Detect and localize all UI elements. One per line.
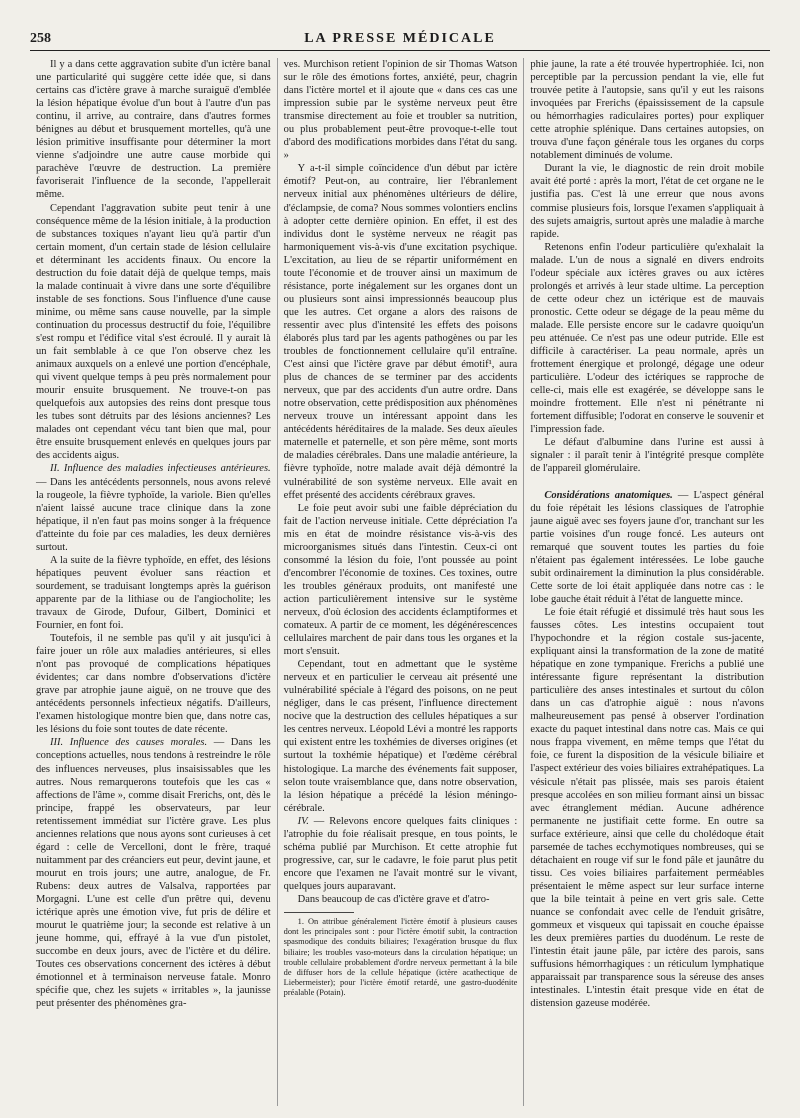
- paragraph: [530, 436, 764, 475]
- paragraph: [284, 815, 518, 893]
- section-heading: III. Influence des causes morales.: [50, 737, 208, 749]
- paragraph-text: — Relevons encore quelques faits cliniques : l'atrophie du foie réalisait presque, en tous points, le schéma publié par Murchison. Et cette atrophie fut progressive, car, sur le cadavre, le foie parut plus petit encore que l'examen ne l'avait montré sur le vivant, quelques jours auparavant.: [283, 815, 518, 892]
- paragraph: [36, 462, 271, 553]
- paragraph: [530, 606, 764, 1010]
- paragraph-text: Le défaut d'albumine dans l'urine est aussi à signaler : il paraît tenir à l'intégrité presque complète de l'appareil glomérulaire.: [530, 437, 764, 475]
- journal-title: LA PRESSE MÉDICALE: [304, 31, 496, 46]
- page-header: [30, 28, 770, 50]
- paragraph: [36, 202, 271, 463]
- paragraph-text: Durant la vie, le diagnostic de rein droit mobile avait été porté : après la mort, l'état de cet organe ne le justifia pas. C'est là une erreur que nous avons commise plusieurs fois, lorsque l'examen s'appliquait à des sujets amaigris, surtout après une maladie à marche rapide.: [530, 163, 764, 240]
- paragraph: [284, 58, 518, 162]
- paragraph-text: — Dans les antécédents personnels, nous avons relevé la rougeole, la fièvre typhoïde, la variole. Bien qu'elles n'aient laissé aucune trace clinique dans la zone hépatique, il n'en faut pas moins songer à la fréquence d'atteinte du foie par ces maladies, les deux dernières surtout.: [36, 476, 271, 553]
- column-right: [523, 58, 770, 1106]
- column-middle: [277, 58, 524, 1106]
- paragraph: [36, 736, 271, 1010]
- footnote-rule: [284, 912, 354, 913]
- paragraph-text: — L'aspect général du foie répétait les lésions classiques de l'atrophie jaune aiguë avec ses foyers jaune d'or, tranchant sur les partie voisines d'un rouge foncé. Les auteurs ont remarqué que souvent toutes les parties du foie n'étaient pas également intéressées. Le lobe gauche subit ordinairement la diminution la plus considérable. Cette sorte de loi était appliquée dans notre cas : le lobe gauche était réduit à l'état de languette mince.: [530, 489, 764, 605]
- paragraph-text: Retenons enfin l'odeur particulière qu'exhalait la malade. L'un de nous a signalé en divers endroits l'odeur spéciale aux ictères graves ou aux ictères prolongés et arrivés à leur stade ultime. La perception de cette odeur chez un ictérique est de mauvais pronostic. Cette odeur se dégage de la peau même du malade. Elle persiste encore sur le cadavre quoiqu'un peu atténuée. Ce n'est pas une odeur putride. Elle est difficile à caractériser. La peau normale, après un frottement énergique et prolongé, dégage une odeur particulière. L'odeur des ictériques se rapproche de celle-ci, mais elle est exagérée, se développe sans le moindre frottement. Elle n'est ni pénétrante ni fortement diffusible; l'odorat en conserve le souvenir et l'impression fade.: [530, 241, 764, 436]
- paragraph: [36, 554, 271, 632]
- paragraph-text: Y a-t-il simple coïncidence d'un début par ictère émotif? Peut-on, au contraire, lier l'ébranlement nerveux initial aux phénomènes ultérieurs de délire, d'éclampsie, de coma? Nous sommes volontiers enclins à adopter cette dernière opinion. En effet, il est des individus dont le système nerveux ne réagit pas harmoniquement vis-à-vis d'une excitation psychique. L'excitation, au lieu de se répartir uniformément en toute l'économie et de trouver ainsi un maximum de résistance, porte inégalement sur les organes dont un ou plusieurs sont ainsi impressionnés beaucoup plus que les autres. Cet organe a alors des raisons de ressentir avec plus d'intensité les effets des poisons élaborés plus tard par les agents pathogènes ou par les troubles de fonctionnement cellulaire qu'il entraîne. C'est ainsi que l'ictère grave par début émotif¹, aura plus de chances de se terminer par des accidents nerveux, que par des accidents d'un autre ordre. Dans notre observation, cette prédisposition aux phénomènes nerveux trouve un intéressant appoint dans les antécédents héréditaires de la malade. Ses deux aïeules maternelle et paternelle, et son père même, sont morts de maladies cérébrales. Dans une maladie antérieure, la fièvre typhoïde, notre malade avait déjà démontré la vulnérabilité de son système nerveux. Elle avait en effet présenté des accidents cérébraux graves.: [283, 163, 518, 501]
- column-left: [30, 58, 277, 1106]
- paragraph-text: Dans beaucoup de cas d'ictère grave et d'atro-: [297, 894, 490, 905]
- paragraph: [284, 658, 518, 815]
- paragraph: [530, 162, 764, 240]
- paragraph: [36, 632, 271, 736]
- section-spacer: [530, 476, 764, 489]
- paragraph: [530, 58, 764, 162]
- paragraph: [530, 489, 764, 606]
- paragraph: [284, 162, 518, 501]
- paragraph-text: Le foie peut avoir subi une faible dépréciation du fait de l'action nerveuse initiale. Cette dépréciation l'a mis en état de moindre résistance vis-à-vis des microorganismes situés dans l'intestin. Ceux-ci ont consommé la lésion du foie, l'ont poussée au point d'encombrer l'économie de toxines. Ces toxines, outre les troubles généraux produits, ont manifesté une action particulièrement intensive sur le système nerveux, d'où éclosion des accidents éclamptiformes et comateux. A partir de ce moment, les dégénérescences cellulaires marchent de pair dans tous les organes et la mort s'ensuit.: [283, 502, 518, 658]
- section-heading: II. Influence des maladies infectieuses antérieures.: [50, 463, 271, 475]
- paragraph-text: Cependant, tout en admettant que le système nerveux et en particulier le cerveau ait présenté une vulnérabilité spéciale à l'égard des poisons, on ne peut négliger, dans le cas présent, l'influence directement nocive que la destruction des cellules hépatiques a sur les centres nerveux. Léopold Lévi a montré les rapports qui existent entre les toxhémies de diverses origines (et surtout la toxhémie hépatique) et l'œdème cérébral histologique. La marche des événements fait supposer, selon toute vraisemblance que, dans notre observation, la lésion hépatique a précédé la lésion méningo-cérébrale.: [283, 659, 518, 814]
- paragraph: [36, 58, 271, 202]
- paragraph-text: Cependant l'aggravation subite peut tenir à une conséquence même de la lésion initiale, à la production de substances toxiques n'ayant lieu qu'à partir d'un certain moment, d'un certain stade de lésion cellulaire et déterminant les accidents finaux. Ou encore la destruction du foie datait déjà de quelque temps, mais la malade continuait à vivre dans une sorte d'équilibre instable de ses fonctions. Sous l'influence d'une cause minime, ou même sans cause nouvelle, par la simple continuation du processus destructif du foie, l'équilibre s'est rompu et l'édifice vital s'est écroulé. Il y aurait là un fait semblable à ce que l'on observe chez les animaux auxquels on a enlevé une portion d'encéphale, qui vivent quelque temps à peu près normalement pour mourir ensuite brusquement. Ne trouve-t-on pas quelquefois aux autopsies des reins dont presque tous les tubes sont détruits par des lésions anciennes? Les malades ont cependant vécu tant bien que mal, pour être ensuite brusquement enlevés en quelques jours par des accidents aigus.: [36, 202, 271, 462]
- paragraph-text: Le foie était réfugié et dissimulé très haut sous les fausses côtes. Les intestins occupaient tout l'hypochondre et la région costale sus-jacente, expliquant ainsi la transformation de la zone de matité hépatique en zone tympanique. Frerichs a publié une intéressante figure représentant la distribution particulière des anses intestinales et surtout du côlon dans un cas d'atrophie aiguë : nous n'avons malheureusement pas pensé à observer l'ordination exacte du paquet intestinal dans notre cas. Mais ce qui nous frappa vivement, en même temps que l'état du foie, ce furent la disposition de la vésicule biliaire et l'aspect extérieur des voies biliaires extrahépatiques. La vésicule n'était pas plissée, mais ses parois étaient presque accolées en son milieu formant ainsi un bissac avec étranglement médian. Aucune adhérence permanente ne justifiait cette forme. En outre sa surface extérieure, ainsi que celle du cholédoque était parsemée de taches ecchymotiques nombreuses, qui se détachaient en rouge vif sur le fond pâle et jaunâtre du tissu. Ces voies biliaires parfaitement perméables présentaient le même aspect sur leur surface interne que la bile teintait à peine en vert gris sale. Cette nuance se confondait avec celle de l'enduit grisâtre, gommeux et visqueux qui tapissait en couche épaisse les deux premières parties du duodénum. Le reste de l'intestin était jaune pâle, par ictère des parois, sans suffusions hémorrhagiques : un réticulum lymphatique apparaissait par transparence sous la séreuse des anses intestinales. L'intestin était presque vide en état de distension gazeuse modérée.: [530, 606, 764, 1010]
- paragraph: [530, 241, 764, 437]
- paragraph-text: A la suite de la fièvre typhoïde, en effet, des lésions hépatiques peuvent évoluer sans réaction et sourdement, se traduisant longtemps après la guérison apparente par de la lithiase ou de l'angiocholite; les travaux de Girode, Dufour, Gilbert, Dominici et Fournier, en font foi.: [36, 554, 271, 632]
- article-columns: [30, 58, 770, 1106]
- paragraph-text: phie jaune, la rate a été trouvée hypertrophiée. Ici, non perceptible par la percussion pendant la vie, elle fut trouvée petite à l'autopsie, sans qu'il y eut les raisons invoquées par Frerichs (épaississement de la capsule ou hémorrhagies radiculaires portes) pour expliquer cette atrophie splénique. Dans certaines autopsies, on trouva d'une façon générale tous les organes du corps notablement diminués de volume.: [530, 59, 764, 162]
- paragraph: [284, 502, 518, 659]
- footnote: 1. On attribue généralement l'ictère émotif à plusieurs causes dont les principales sont : pour l'ictère émotif subit, la contraction spasmodique des conduits biliaires; l'exagération brusque du flux biliaire; les troubles vaso-moteurs dans la circulation hépatique; un trouble cellulaire probablement d'ordre nerveux permettant à la bile de diffuser hors de la cellule hépatique (ictère acathectique de Liebermeister); pour l'ictère émotif retardé, une gastro-duodénite préalable (Potain).: [283, 917, 518, 998]
- paragraph-text: — Dans les conceptions actuelles, nous tendons à restreindre le rôle des influences nerveuses, plus insaisissables que les autres. Nous remarquerons toutefois que les cas « affections de l'âme », comme disait Frerichs, ont, dès le principe, frappé les observateurs, par leur retentissement immédiat sur l'ictère grave. Les plus anciennes relations que nous ayons sont curieuses à cet égard : celle de Vercelloni, dont le frère, traqué nuitamment par des créanciers eut peur, devint jaune, et mourut en trois jours; une autre, analogue, de Fr. Rubens: deux autres de Valsalva, rapportées par Morgagni. L'une est celle d'un prêtre qui, devenu ictérique après une émotion vive, fut pris de délire et mourut le quatrième jour; la seconde est relative à un jeune homme, qui, effrayé à la vue d'un pistolet, succombe en deux jours, avec de l'ictère et du délire. Toutes ces observations concernent des ictères à début émotionnel et à terminaison nerveuse fatale. Monro spécifie que, chez les sujets « irritables », la jaunisse peut présenter des phénomènes gra-: [36, 737, 271, 1010]
- paragraph: [284, 893, 518, 906]
- header-rule: [30, 50, 770, 51]
- paragraph-text: ves. Murchison retient l'opinion de sir Thomas Watson sur le rôle des émotions fortes, anxiété, peur, chagrin dans l'ictère mortel et il ajoute que « dans ces cas une impression subie par le système nerveux peut être transmise directement au foie et troubler sa nutrition, ou plus probablement peut-être provoque-t-elle tout d'abord des modifications morbides dans l'état du sang. »: [283, 59, 518, 162]
- paragraph-text: Il y a dans cette aggravation subite d'un ictère banal une particularité qui suggère cette idée que, si dans certains cas d'ictère grave à marche suraiguë d'emblée la lésion hépatique évolue d'un bout à l'autre d'un pas continu, il arrive, au contraire, dans d'autres formes bénignes au début et brusquement mortelles, qu'à une lésion primitive insuffisante pour déterminer la mort vienne s'adjoindre une autre cause morbide qui parachève l'œuvre de destruction. La première favoriserait l'influence de la seconde, l'appellerait même.: [36, 59, 271, 201]
- paragraph-text: Toutefois, il ne semble pas qu'il y ait jusqu'ici à faire jouer un rôle aux maladies antérieures, si elles n'ont pas provoqué de complications hépatiques évidentes; car dans nombre d'observations d'ictère grave par atrophie jaune aiguë, on ne trouve que des antécédents personnels infectieux négatifs. D'ailleurs, l'examen histologique montre bien que, dans notre cas, les lésions du foie sont toutes de date récente.: [36, 633, 271, 736]
- section-heading: IV.: [297, 815, 309, 827]
- page-number: 258: [30, 31, 51, 46]
- section-heading: Considérations anatomiques.: [544, 489, 673, 501]
